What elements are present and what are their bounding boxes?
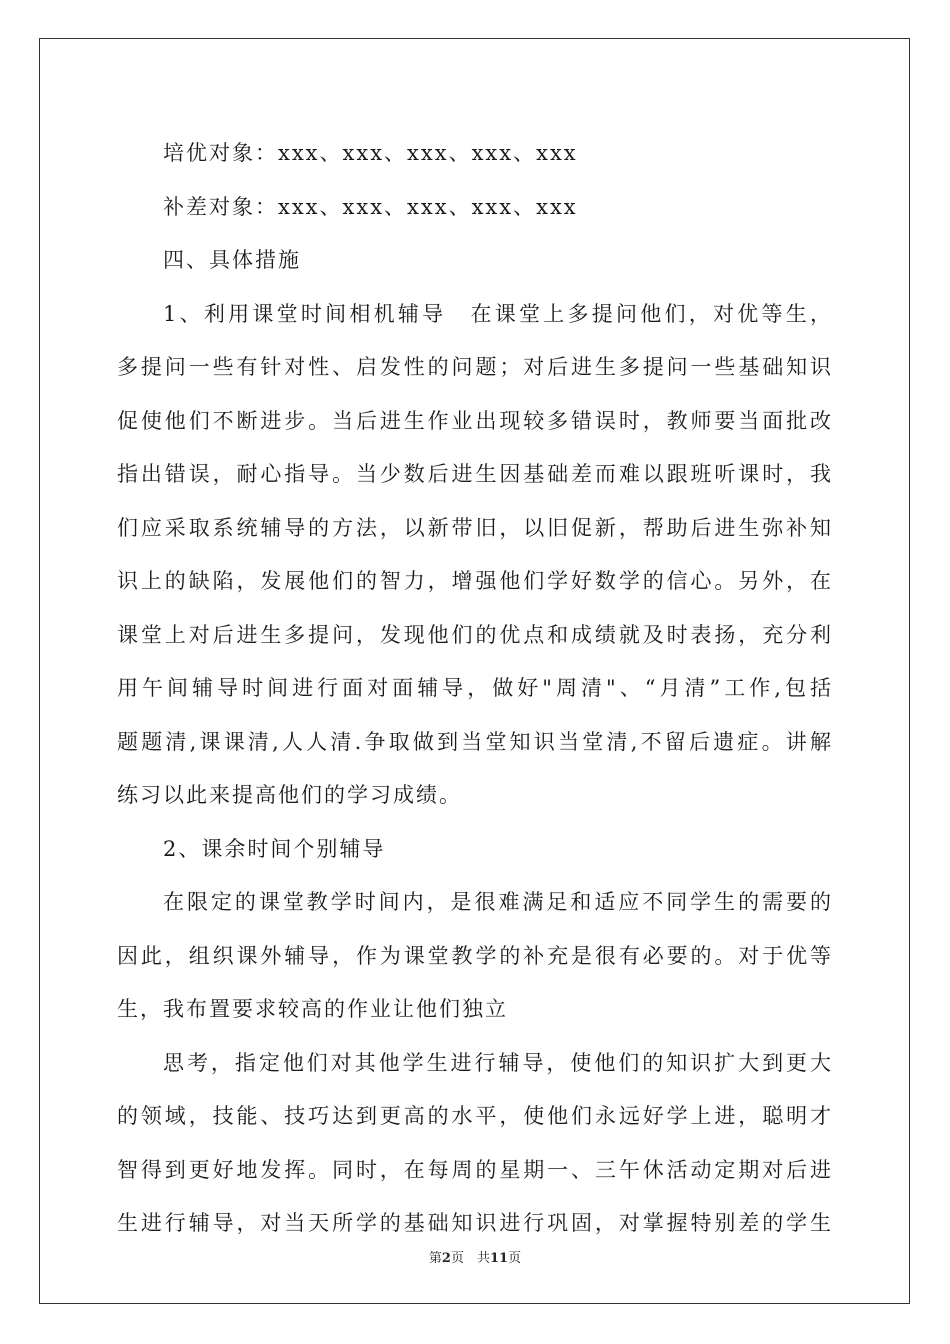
document-body (117, 127, 833, 1251)
text-line: 指出错误，耐心指导。当少数后进生因基础差而难以跟班听课时，我 (117, 462, 833, 486)
text-line: 生进行辅导，对当天所学的基础知识进行巩固，对掌握特别差的学生 (117, 1211, 833, 1235)
text-line: 多提问一些有针对性、启发性的问题；对后进生多提问一些基础知识 (117, 355, 833, 379)
text-line: 促使他们不断进步。当后进生作业出现较多错误时，教师要当面批改 (117, 408, 833, 433)
current-page-number: 2 (441, 1251, 451, 1266)
total-page-number: 11 (489, 1251, 509, 1266)
text-line: 们应采取系统辅导的方法，以新带旧，以旧促新，帮助后进生弥补知 (117, 515, 833, 540)
text-line: 的领域，技能、技巧达到更高的水平，使他们永远好学上进，聪明才 (117, 1104, 833, 1128)
text-line: 1、利用课堂时间相机辅导 在课堂上多提问他们，对优等生， (163, 301, 833, 326)
text-line: 识上的缺陷，发展他们的智力，增强他们学好数学的信心。另外，在 (117, 569, 833, 593)
text-line: 课堂上对后进生多提问，发现他们的优点和成绩就及时表扬，充分利 (117, 622, 833, 647)
text-line: 在限定的课堂教学时间内，是很难满足和适应不同学生的需要的 (163, 890, 833, 914)
page-footer (0, 1247, 950, 1266)
text-line: 思考，指定他们对其他学生进行辅导，使他们的知识扩大到更大 (163, 1050, 833, 1075)
page-suffix: 页 (508, 1251, 522, 1266)
text-line: 因此，组织课外辅导，作为课堂教学的补充是很有必要的。对于优等 (117, 943, 833, 968)
page-mid: 页 共 (450, 1251, 490, 1266)
text-line: 智得到更好地发挥。同时，在每周的星期一、三午休活动定期对后进 (117, 1157, 833, 1182)
section-heading: 四、具体措施 (163, 248, 301, 272)
text-line: 培优对象：xxx、xxx、xxx、xxx、xxx (163, 141, 578, 165)
text-line: 题题清,课课清,人人清.争取做到当堂知识当堂清,不留后遗症。讲解 (117, 729, 833, 754)
text-line: 生，我布置要求较高的作业让他们独立 (117, 997, 508, 1021)
subsection-heading: 2、课余时间个别辅导 (163, 836, 386, 861)
text-line: 练习以此来提高他们的学习成绩。 (117, 783, 462, 807)
text-line: 补差对象：xxx、xxx、xxx、xxx、xxx (163, 194, 578, 219)
text-line: 用午间辅导时间进行面对面辅导，做好"周清"、“月清”工作,包括 (117, 676, 833, 700)
page-prefix: 第 (428, 1251, 442, 1266)
